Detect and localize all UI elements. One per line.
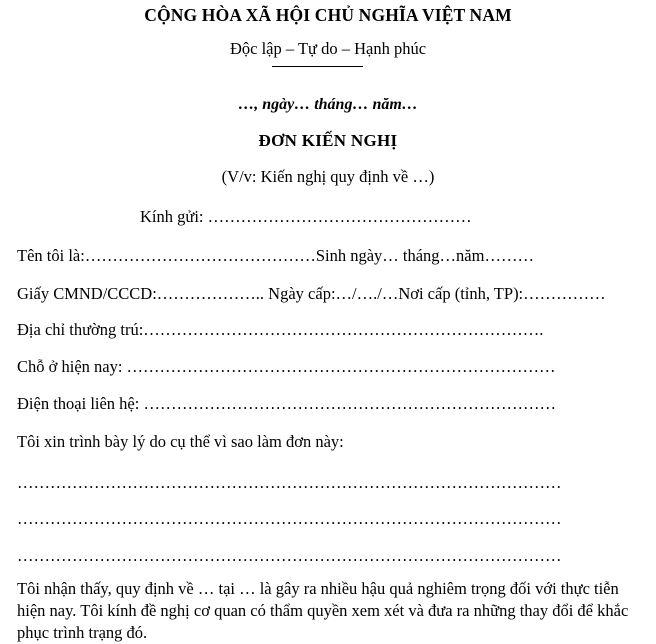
field-permanent-address: Địa chỉ thường trú:………………………………………………………………. xyxy=(17,320,544,339)
recipient-field: Kính gửi: ………………………………………… xyxy=(140,207,472,226)
document-title: ĐƠN KIẾN NGHỊ xyxy=(258,131,398,150)
national-motto: Độc lập – Tự do – Hạnh phúc xyxy=(229,39,427,58)
reason-prompt-label: Tôi xin trình bày lý do cụ thể vì sao làm đơn này: xyxy=(17,432,344,451)
place-date-line: …, ngày… tháng… năm… xyxy=(238,96,418,113)
national-title: CỘNG HÒA XÃ HỘI CHỦ NGHĨA VIỆT NAM xyxy=(144,5,512,25)
field-id-card: Giấy CMND/CCCD:……………….. Ngày cấp:…/…./…Nơi cấp (tỉnh, TP):…………… xyxy=(17,284,606,303)
blank-writing-line: ……………………………………………………………………………………… xyxy=(17,473,562,492)
blank-writing-line: ……………………………………………………………………………………… xyxy=(17,509,562,528)
field-phone: Điện thoại liên hệ: ………………………………………………………………… xyxy=(17,394,556,413)
document-subject-line: (V/v: Kiến nghị quy định về …) xyxy=(221,167,435,186)
blank-writing-line: ……………………………………………………………………………………… xyxy=(17,546,562,565)
motto-divider-rule xyxy=(272,66,363,67)
closing-paragraph: Tôi nhận thấy, quy định về … tại … là gây ra nhiều hậu quả nghiêm trọng đối với thực tiễn hiện nay. Tôi kính đề nghị cơ quan có thẩm quyền xem xét và đưa ra những thay đổi để khắc phục trình trạng đó. xyxy=(17,579,629,642)
field-full-name: Tên tôi là:……………………………………Sinh ngày… tháng…năm……… xyxy=(17,246,534,265)
field-current-address: Chỗ ở hiện nay: …………………………………………………………………… xyxy=(17,357,556,376)
